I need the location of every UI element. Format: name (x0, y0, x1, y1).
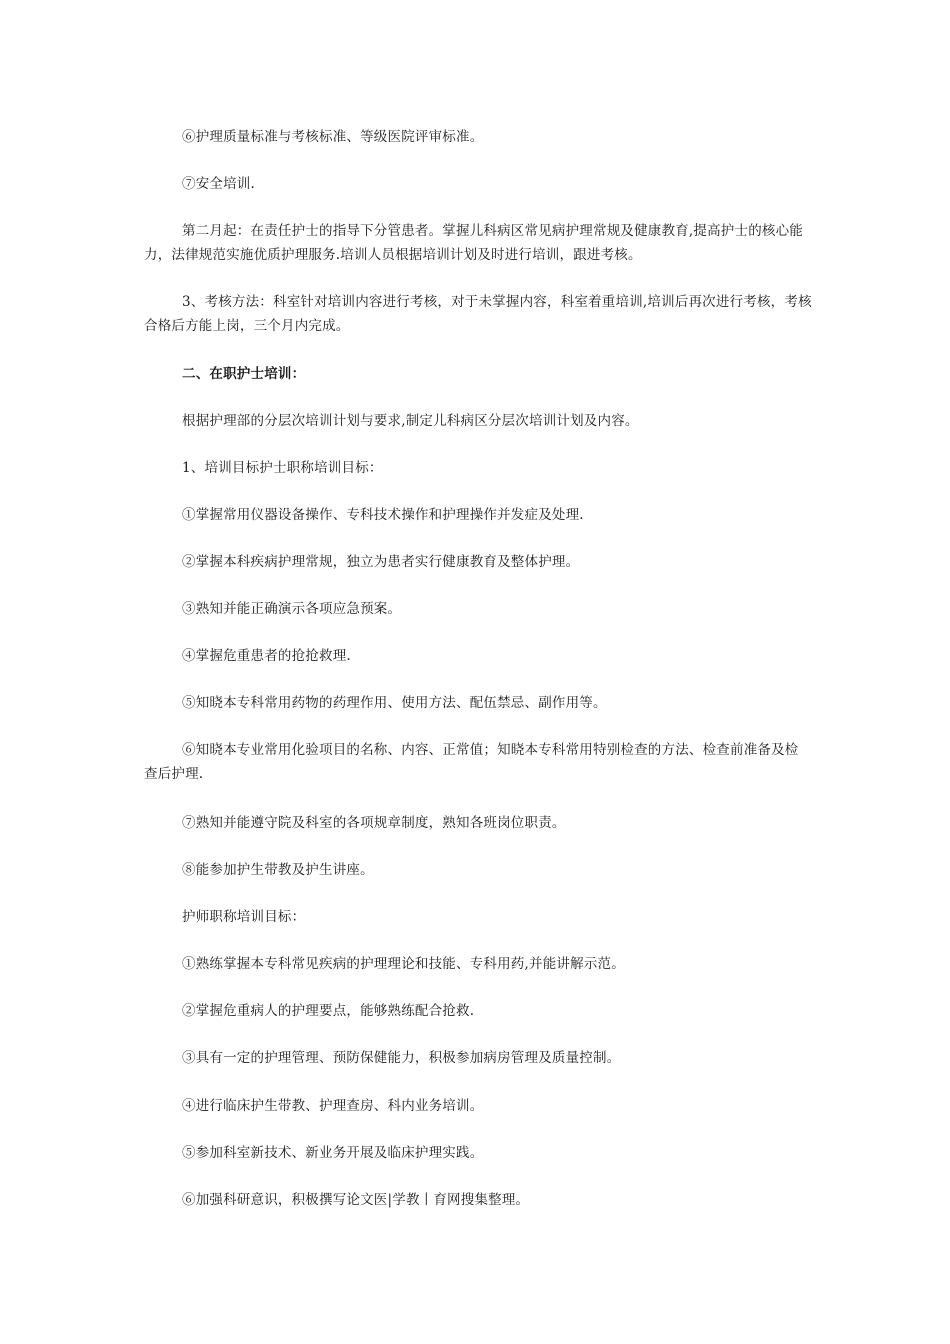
list-item: ⑧能参加护生带教及护生讲座。 (182, 862, 374, 878)
list-item: ②掌握危重病人的护理要点，能够熟练配合抢救. (182, 1003, 475, 1019)
paragraph: ⑥护理质量标准与考核标准、等级医院评审标准。 (182, 129, 484, 145)
paragraph: 根据护理部的分层次培训计划与要求,制定儿科病区分层次培训计划及内容。 (182, 413, 639, 429)
section-heading: 二、在职护士培训： (182, 366, 306, 382)
list-item: ③具有一定的护理管理、预防保健能力，积极参加病房管理及质量控制。 (182, 1050, 621, 1066)
paragraph: 1、培训目标护士职称培训目标： (182, 460, 383, 476)
paragraph: 3、考核方法：科室针对培训内容进行考核，对于未掌握内容，科室着重培训,培训后再次进行考核，考核合格后方能上岗，三个月内完成。 (144, 294, 812, 334)
list-item: ①掌握常用仪器设备操作、专科技术操作和护理操作并发症及处理. (182, 507, 584, 523)
paragraph: 第二月起：在责任护士的指导下分管患者。掌握儿科病区常见病护理常规及健康教育,提高护士的核心能力，法律规范实施优质护理服务.培训人员根据培训计划及时进行培训，跟进考核。 (144, 223, 803, 263)
paragraph: ⑦安全培训. (182, 176, 255, 192)
paragraph: 护师职称培训目标： (182, 909, 306, 925)
list-item: ⑥知晓本专业常用化验项目的名称、内容、正常值；知晓本专科常用特别检查的方法、检查前准备及检查后护理. (144, 742, 799, 782)
list-item: ③熟知并能正确演示各项应急预案。 (182, 601, 402, 617)
list-item: ②掌握本科疾病护理常规，独立为患者实行健康教育及整体护理。 (182, 554, 580, 570)
list-item: ④进行临床护生带教、护理查房、科内业务培训。 (182, 1098, 484, 1114)
list-item: ⑥加强科研意识，积极撰写论文医|学教丨育网搜集整理。 (182, 1192, 530, 1208)
list-item: ④掌握危重患者的抢抢救理. (182, 648, 351, 664)
list-item: ①熟练掌握本专科常见疾病的护理理论和技能、专科用药,并能讲解示范。 (182, 956, 625, 972)
list-item: ⑤参加科室新技术、新业务开展及临床护理实践。 (182, 1145, 484, 1161)
list-item: ⑦熟知并能遵守院及科室的各项规章制度，熟知各班岗位职责。 (182, 815, 566, 831)
list-item: ⑤知晓本专科常用药物的药理作用、使用方法、配伍禁忌、副作用等。 (182, 695, 607, 711)
